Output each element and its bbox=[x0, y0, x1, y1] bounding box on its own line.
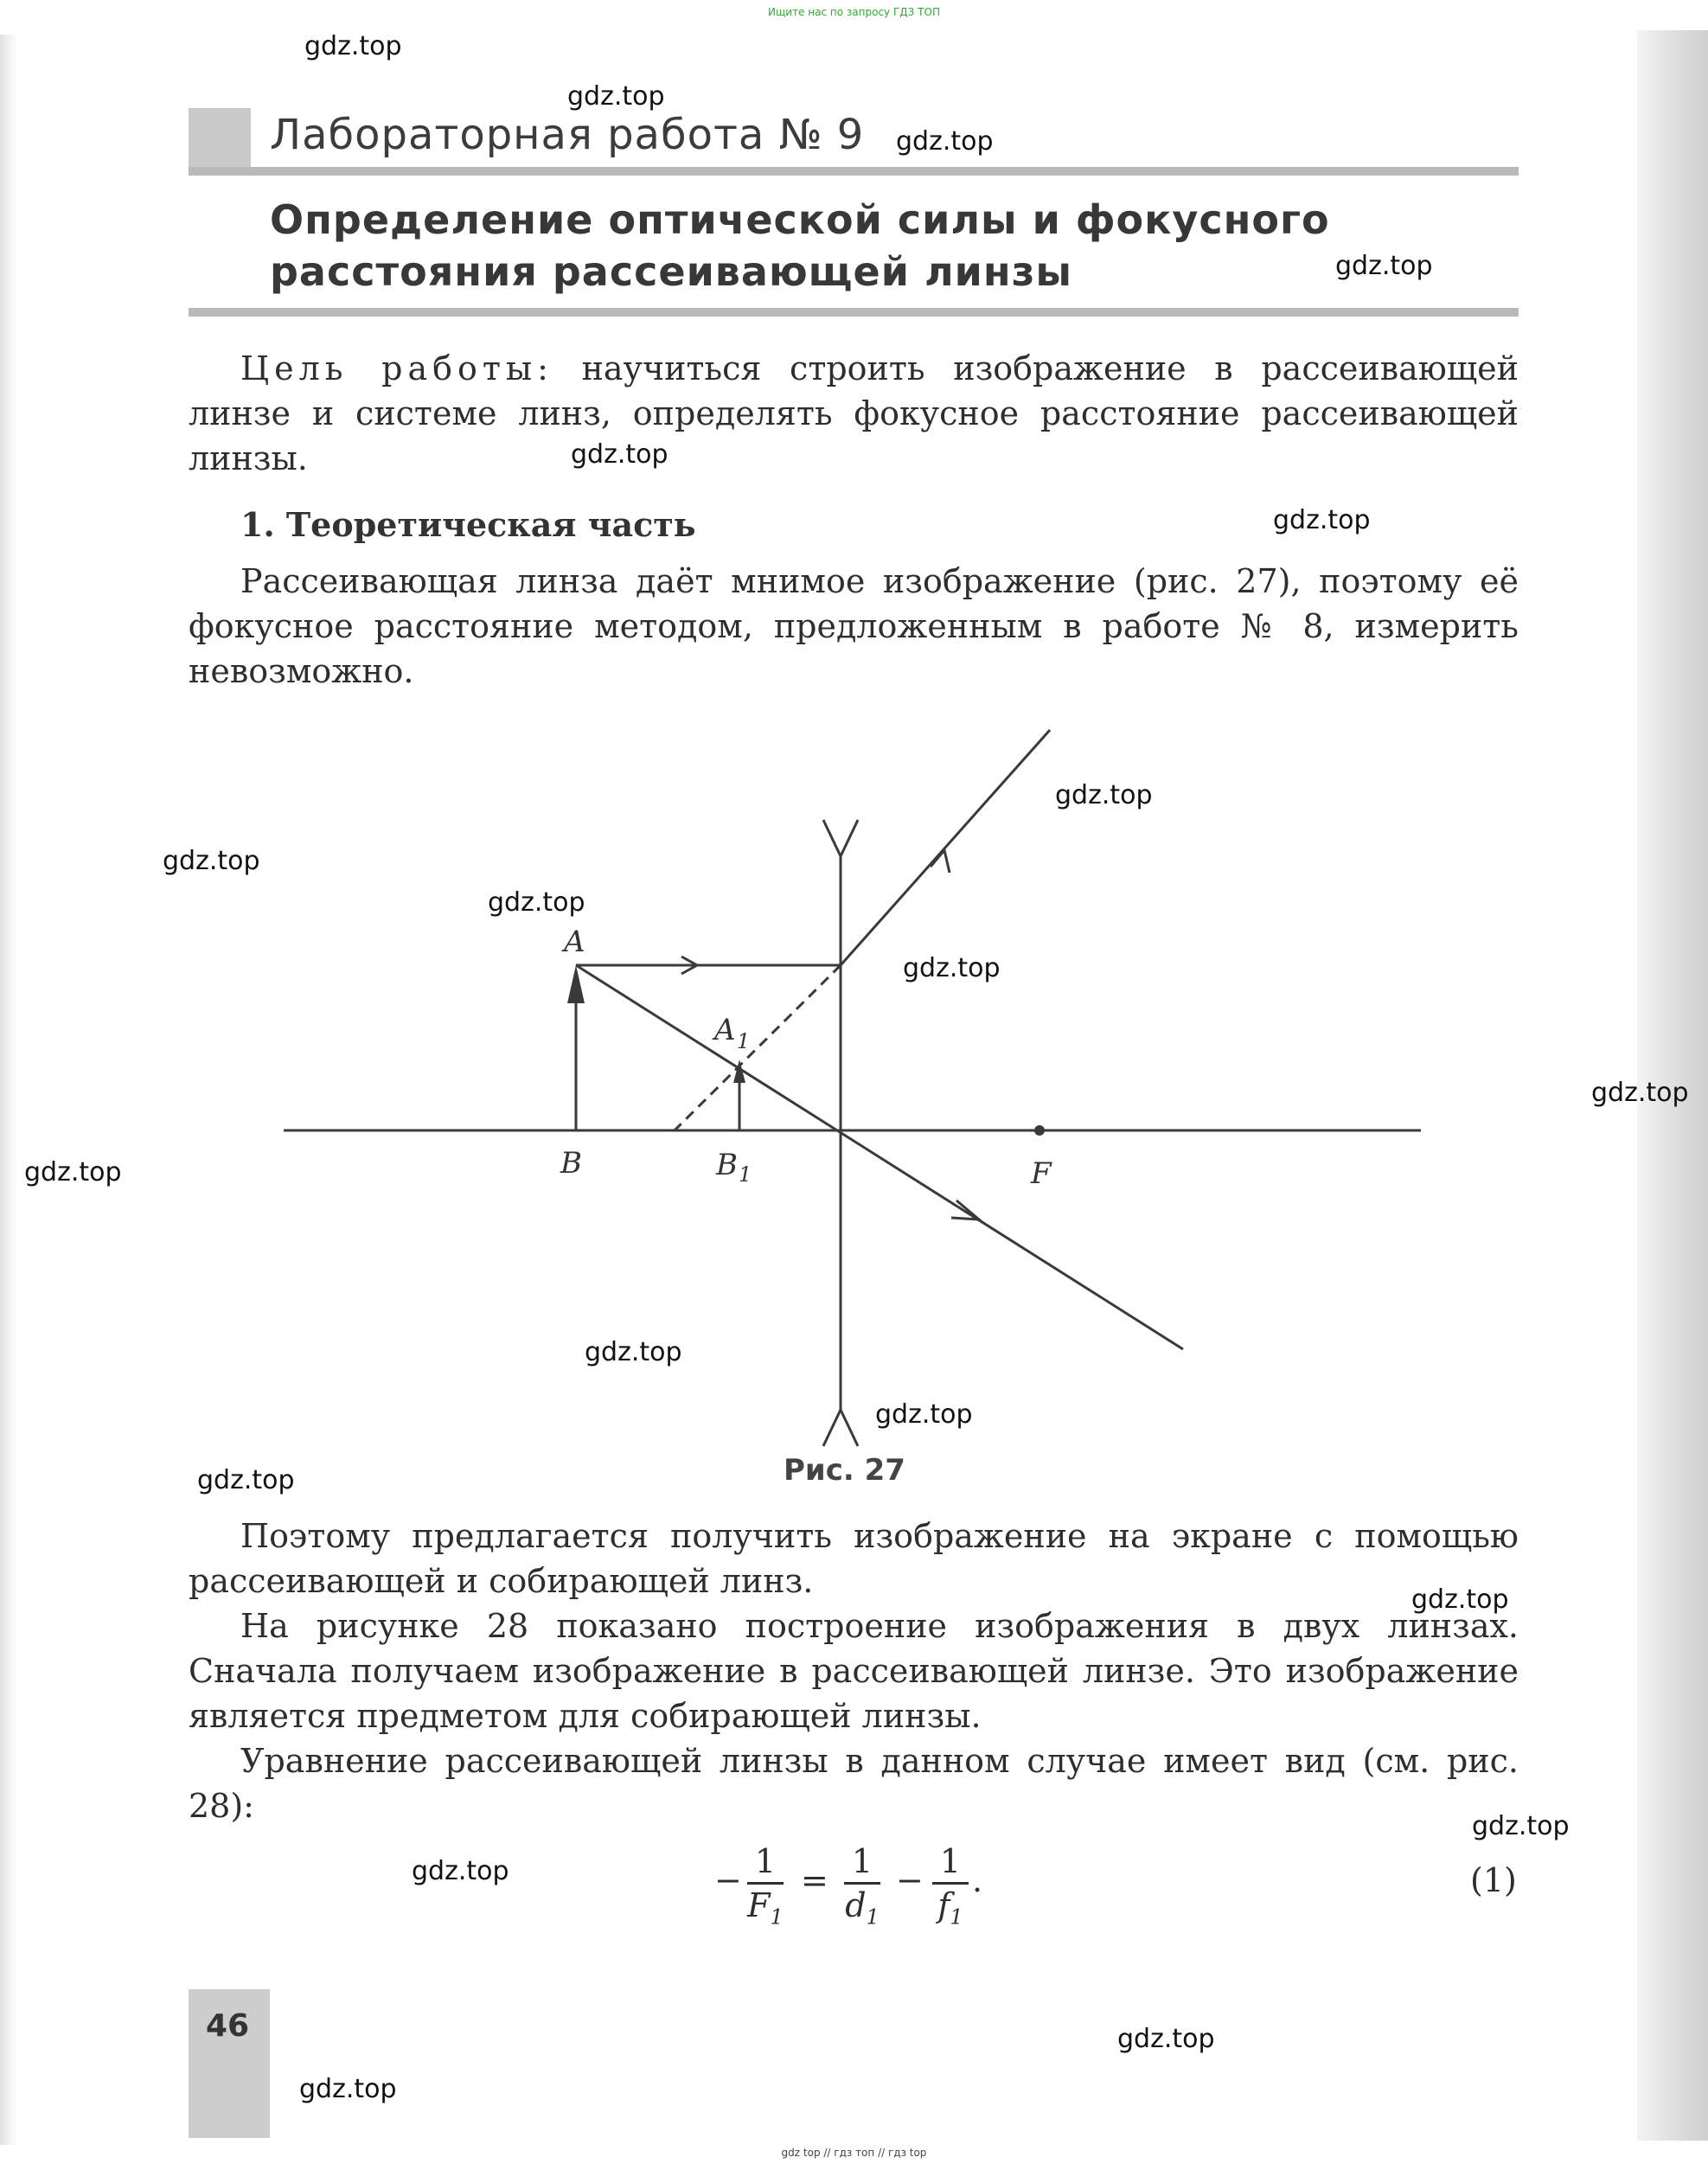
eq-d: d bbox=[845, 1886, 867, 1924]
work-title-line-2: расстояния рассеивающей линзы bbox=[270, 248, 1072, 295]
watermark: gdz.top bbox=[571, 439, 668, 470]
watermark: gdz.top bbox=[197, 1465, 295, 1495]
watermark: gdz.top bbox=[896, 126, 994, 157]
goal-text: научиться строить изображение в рассеивающей линзе и системе линз, определять фокусное расстояние рассеивающей линзы. bbox=[189, 349, 1519, 477]
figure-caption: Рис. 27 bbox=[784, 1453, 905, 1488]
page-number: 46 bbox=[206, 2008, 250, 2044]
eq-fraction-3 bbox=[932, 1842, 969, 1936]
watermark: gdz.top bbox=[903, 953, 1001, 983]
eq-fraction-1-bar bbox=[747, 1882, 784, 1885]
paragraph-2-text: Поэтому предлагается получить изображение на экране с помощью рассеивающей и собирающей линз. bbox=[189, 1517, 1519, 1600]
watermark: gdz.top bbox=[163, 846, 260, 876]
lens-bottom-tip bbox=[823, 1410, 858, 1446]
watermark: gdz.top bbox=[299, 2074, 397, 2104]
eq-fraction-2 bbox=[844, 1842, 880, 1936]
label-B: B bbox=[560, 1146, 582, 1181]
bottom-note: gdz top // гдз топ // гдз top bbox=[781, 2147, 927, 2159]
top-search-note: Ищите нас по запросу ГДЗ ТОП bbox=[768, 6, 940, 18]
eq-F: F bbox=[747, 1886, 771, 1924]
paragraph-4 bbox=[189, 1738, 1519, 1828]
paragraph-4-text: Уравнение рассеивающей линзы в данном случае имеет вид (см. рис. 28): bbox=[189, 1742, 1519, 1825]
watermark: gdz.top bbox=[567, 81, 665, 112]
ray-central bbox=[576, 965, 1183, 1349]
eq-minus-2: − bbox=[896, 1861, 924, 1899]
eq-fraction-3-bar bbox=[932, 1882, 969, 1885]
eq-f-subscript: 1 bbox=[950, 1904, 963, 1930]
eq-period: . bbox=[972, 1861, 983, 1899]
lens-equation bbox=[709, 1842, 1522, 1929]
eq-fraction-1 bbox=[747, 1842, 784, 1936]
eq-fraction-1-numerator: 1 bbox=[754, 1842, 777, 1880]
eq-fraction-3-denominator bbox=[932, 1886, 969, 1936]
paragraph-3 bbox=[189, 1603, 1519, 1738]
label-B1-subscript: 1 bbox=[739, 1162, 752, 1187]
eq-equals: = bbox=[801, 1861, 828, 1899]
watermark: gdz.top bbox=[1335, 251, 1433, 281]
watermark: gdz.top bbox=[1273, 505, 1371, 535]
watermark: gdz.top bbox=[585, 1337, 682, 1367]
equation-number: (1) bbox=[1470, 1861, 1517, 1899]
label-A: A bbox=[564, 925, 585, 959]
lab-title: Лабораторная работа № 9 bbox=[270, 111, 865, 159]
watermark: gdz.top bbox=[875, 1399, 973, 1430]
watermark: gdz.top bbox=[304, 31, 402, 61]
label-A1: A bbox=[714, 1013, 736, 1047]
eq-minus: − bbox=[714, 1861, 742, 1899]
object-arrow-head bbox=[567, 965, 585, 1003]
label-F: F bbox=[1031, 1156, 1052, 1191]
eq-d-subscript: 1 bbox=[866, 1904, 880, 1930]
eq-F-subscript: 1 bbox=[770, 1904, 784, 1930]
eq-fraction-3-numerator: 1 bbox=[939, 1842, 962, 1880]
ray-arrow-refracted bbox=[931, 850, 950, 873]
paragraph-3-text: На рисунке 28 показано построение изображения в двух линзах. Сначала получаем изображение в рассеивающей линзе. Это изображение является предметом для собирающей линзы. bbox=[189, 1607, 1519, 1735]
watermark: gdz.top bbox=[1411, 1584, 1509, 1615]
watermark: gdz.top bbox=[1591, 1078, 1689, 1108]
paragraph-1-text: Рассеивающая линза даёт мнимое изображение (рис. 27), поэтому её фокусное расстояние методом, предложенным в работе № 8, измерить невозможно. bbox=[189, 562, 1519, 690]
watermark: gdz.top bbox=[1055, 780, 1153, 810]
watermark: gdz.top bbox=[1117, 2024, 1215, 2054]
label-B1: B bbox=[716, 1148, 738, 1182]
eq-fraction-2-bar bbox=[844, 1882, 880, 1885]
section-heading: 1. Теоретическая часть bbox=[240, 505, 696, 544]
work-title-line-1: Определение оптической силы и фокусного bbox=[270, 196, 1330, 243]
ray-refracted bbox=[841, 730, 1050, 965]
label-A1-subscript: 1 bbox=[737, 1029, 751, 1053]
eq-fraction-1-denominator bbox=[747, 1886, 784, 1936]
eq-f: f bbox=[937, 1886, 950, 1924]
watermark: gdz.top bbox=[488, 887, 585, 918]
watermark: gdz.top bbox=[24, 1157, 122, 1187]
paragraph-2 bbox=[189, 1514, 1519, 1603]
focus-point bbox=[1034, 1125, 1045, 1136]
eq-fraction-2-denominator bbox=[844, 1886, 880, 1936]
watermark: gdz.top bbox=[1472, 1811, 1570, 1841]
goal-label: Цель работы: bbox=[240, 349, 553, 387]
lens-top-tip bbox=[823, 820, 858, 856]
eq-fraction-2-numerator: 1 bbox=[851, 1842, 873, 1880]
watermark: gdz.top bbox=[412, 1856, 509, 1886]
ray-virtual-extension bbox=[675, 965, 841, 1130]
